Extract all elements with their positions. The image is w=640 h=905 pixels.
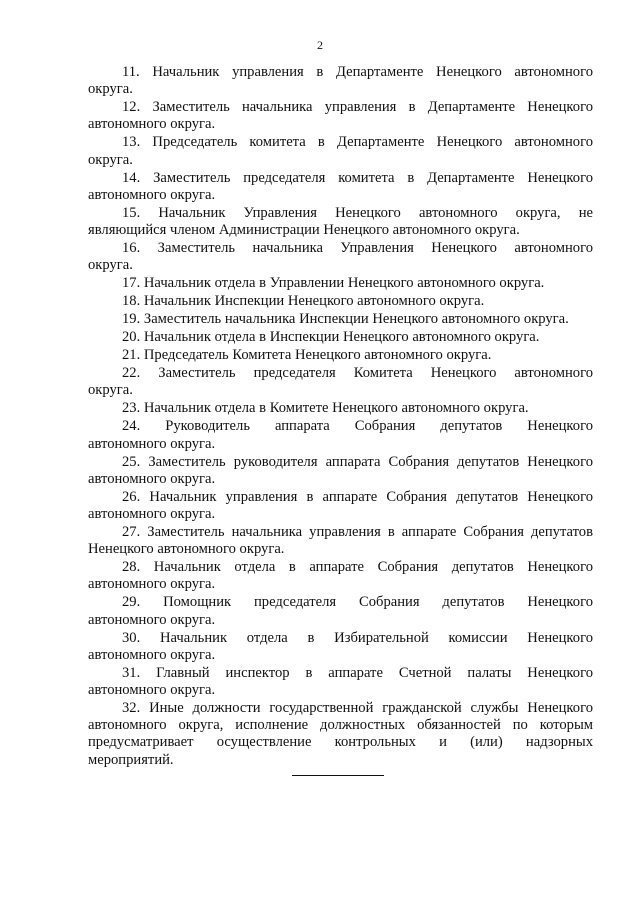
list-item: [88, 489, 593, 523]
list-item: [88, 559, 593, 593]
list-item: [88, 524, 593, 558]
list-item-line: округа.: [88, 257, 133, 274]
list-item: [88, 665, 593, 699]
list-item: [88, 630, 593, 664]
page-number: 2: [317, 38, 323, 52]
list-item: [88, 99, 593, 133]
list-item: [88, 64, 593, 98]
list-item-line: 11. Начальник управления в Департаменте Ненецкого автономного: [122, 64, 593, 80]
list-item-line: автономного округа.: [88, 506, 216, 523]
list-item-line: автономного округа.: [88, 116, 216, 133]
list-item: [88, 347, 593, 364]
list-item-line: 22. Заместитель председателя Комитета Ненецкого автономного: [122, 365, 593, 382]
list-item: [88, 170, 593, 204]
list-item-line: 31. Главный инспектор в аппарате Счетной палаты Ненецкого: [122, 664, 593, 681]
list-item-line: 19. Заместитель начальника Инспекции Ненецкого автономного округа.: [122, 311, 569, 328]
list-item-line: 30. Начальник отдела в Избирательной комиссии Ненецкого: [122, 629, 593, 646]
list-item-line: автономного округа.: [88, 186, 216, 203]
list-item: [88, 275, 593, 292]
list-item-line: 24. Руководитель аппарата Собрания депутатов Ненецкого: [122, 418, 593, 435]
list-item: [88, 134, 593, 168]
list-item-line: 14. Заместитель председателя комитета в Департаменте Ненецкого: [122, 169, 593, 186]
list-item-line: Ненецкого автономного округа.: [88, 541, 285, 558]
list-item-32: [88, 700, 593, 769]
list-item-line: 32. Иные должности государственной гражданской службы Ненецкого: [122, 700, 593, 717]
list-item: [88, 400, 593, 417]
list-item-line: округа.: [88, 382, 133, 399]
list-item-line: автономного округа.: [88, 435, 216, 452]
list-item: [88, 365, 593, 399]
list-item-line: 16. Заместитель начальника Управления Ненецкого автономного: [122, 240, 593, 257]
list-item-line: автономного округа.: [88, 611, 216, 628]
list-item-line: автономного округа.: [88, 646, 216, 663]
list-item-line: 26. Начальник управления в аппарате Собрания депутатов Ненецкого: [122, 488, 593, 505]
list-item-line: 27. Заместитель начальника управления в аппарате Собрания депутатов: [122, 524, 593, 541]
list-item-line: 20. Начальник отдела в Инспекции Ненецкого автономного округа.: [122, 329, 540, 346]
list-item-line: мероприятий.: [88, 751, 174, 768]
list-item-line: округа.: [88, 81, 133, 98]
list-item-line: 29. Помощник председателя Собрания депутатов Ненецкого: [122, 594, 593, 611]
list-item-line: предусматривает осуществление контрольных и (или) надзорных: [88, 734, 593, 751]
list-item: [88, 454, 593, 488]
list-item: [88, 594, 593, 628]
list-item-line: автономного округа, исполнение должностных обязанностей по которым: [88, 717, 593, 734]
list-item-line: автономного округа.: [88, 682, 216, 699]
list-item-line: 17. Начальник отдела в Управлении Ненецкого автономного округа.: [122, 275, 545, 292]
list-item-line: 12. Заместитель начальника управления в Департаменте Ненецкого: [122, 99, 593, 116]
list-item-line: 23. Начальник отдела в Комитете Ненецкого автономного округа.: [122, 400, 529, 417]
closing-rule: [292, 775, 384, 776]
list-item-line: 15. Начальник Управления Ненецкого автономного округа, не: [122, 204, 593, 221]
position-list: [88, 64, 593, 770]
list-item: [88, 418, 593, 452]
list-item-line: 28. Начальник отдела в аппарате Собрания депутатов Ненецкого: [122, 559, 593, 576]
list-item: [88, 240, 593, 274]
list-item-line: являющийся членом Администрации Ненецкого автономного округа.: [88, 222, 520, 239]
list-item: [88, 329, 593, 346]
list-item-line: 18. Начальник Инспекции Ненецкого автономного округа.: [122, 293, 485, 310]
list-item-line: 25. Заместитель руководителя аппарата Собрания депутатов Ненецкого: [122, 453, 593, 470]
list-item-line: 13. Председатель комитета в Департаменте Ненецкого автономного: [122, 134, 593, 151]
list-item-line: автономного округа.: [88, 576, 216, 593]
list-item: [88, 311, 593, 328]
list-item: [88, 293, 593, 310]
list-item-line: автономного округа.: [88, 470, 216, 487]
list-item: [88, 205, 593, 239]
list-item-line: округа.: [88, 151, 133, 168]
list-item-line: 21. Председатель Комитета Ненецкого автономного округа.: [122, 347, 492, 364]
